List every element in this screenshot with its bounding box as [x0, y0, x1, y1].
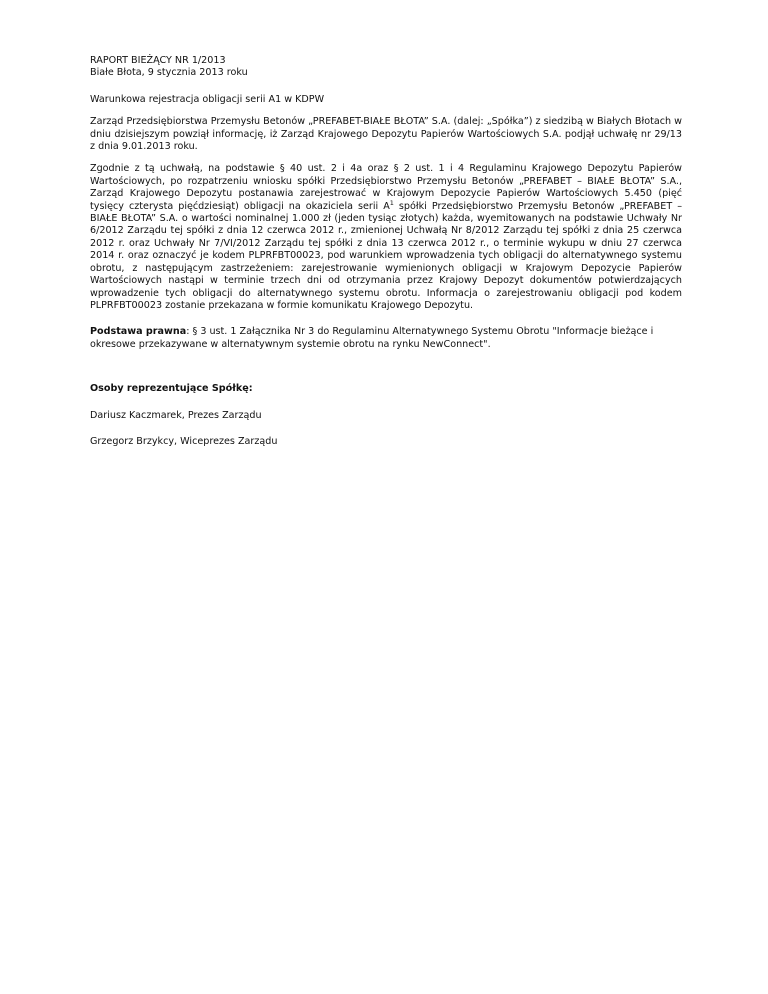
paragraph-intro: Zarząd Przedsiębiorstwa Przemysłu Betonów „PREFABET-BIAŁE BŁOTA” S.A. (dalej: „Spółka”) z siedzibą w Białych Błotach w dniu dzisiejszym powziął informację, iż Zarząd Krajowego Depozytu Papierów Wartościowych S.A. podjął uchwałę nr 29/13 z dnia 9.01.2013 roku. — [90, 116, 682, 153]
legal-basis — [90, 326, 682, 351]
report-subject: Warunkowa rejestracja obligacji serii A1 w KDPW — [90, 93, 325, 105]
series-superscript: 1 — [389, 198, 394, 207]
paragraph-resolution-part1: Zgodnie z tą uchwałą, na podstawie § 40 ust. 2 i 4a oraz § 2 ust. 1 i 4 Regulaminu Krajowego Depozytu Papierów Wartościowych, po rozpatrzeniu wniosku spółki Przedsiębiorstwo Przemysłu Betonów „PREFABET – BIAŁE BŁOTA” S.A., Zarząd Krajowego Depozytu postanawia zarejestrować w Krajowym Depozycie Papierów Wartościowych 5.450 (pięć tysięcy czterysta pięćdziesiąt) obligacji na okaziciela serii A — [90, 163, 682, 212]
representatives-heading: Osoby reprezentujące Spółkę: — [90, 383, 253, 395]
paragraph-resolution-part2: spółki Przedsiębiorstwo Przemysłu Betonów „PREFABET – BIAŁE BŁOTA” S.A. o wartości nominalnej 1.000 zł (jeden tysiąc złotych) każda, wyemitowanych na podstawie Uchwały Nr 6/2012 Zarządu tej spółki z dnia 12 czerwca 2012 r., zmienionej Uchwałą Nr 8/2012 Zarządu tej spółki z dnia 25 czerwca 2012 r. oraz Uchwały Nr 7/VI/2012 Zarządu tej spółki z dnia 13 czerwca 2012 r., o terminie wykupu w dniu 27 czerwca 2014 r. oraz oznaczyć je kodem PLPRFBT00023, pod warunkiem wprowadzenia tych obligacji do alternatywnego systemu obrotu, z następującym zastrzeżeniem: zarejestrowanie wymienionych obligacji w Krajowym Depozycie Papierów Wartościowych nastąpi w terminie trzech dni od otrzymania przez Krajowy Depozyt dokumentów potwierdzających wprowadzenie tych obligacji do alternatywnego systemu obrotu. Informacja o zarejestrowaniu obligacji pod kodem PLPRFBT00023 zostanie przekazana w formie komunikatu Krajowego Depozytu. — [90, 200, 682, 311]
report-number: RAPORT BIEŻĄCY NR 1/2013 — [90, 55, 226, 66]
place-and-date: Białe Błota, 9 stycznia 2013 roku — [90, 67, 248, 79]
legal-basis-text: : § 3 ust. 1 Załącznika Nr 3 do Regulaminu Alternatywnego Systemu Obrotu "Informacje bieżące i okresowe przekazywane w alternatywnym systemie obrotu na rynku NewConnect". — [90, 326, 654, 350]
representative-2: Grzegorz Brzykcy, Wiceprezes Zarządu — [90, 435, 278, 447]
representative-1: Dariusz Kaczmarek, Prezes Zarządu — [90, 409, 262, 421]
legal-basis-label: Podstawa prawna — [90, 326, 187, 338]
document-page — [90, 55, 682, 448]
paragraph-resolution — [90, 163, 682, 312]
